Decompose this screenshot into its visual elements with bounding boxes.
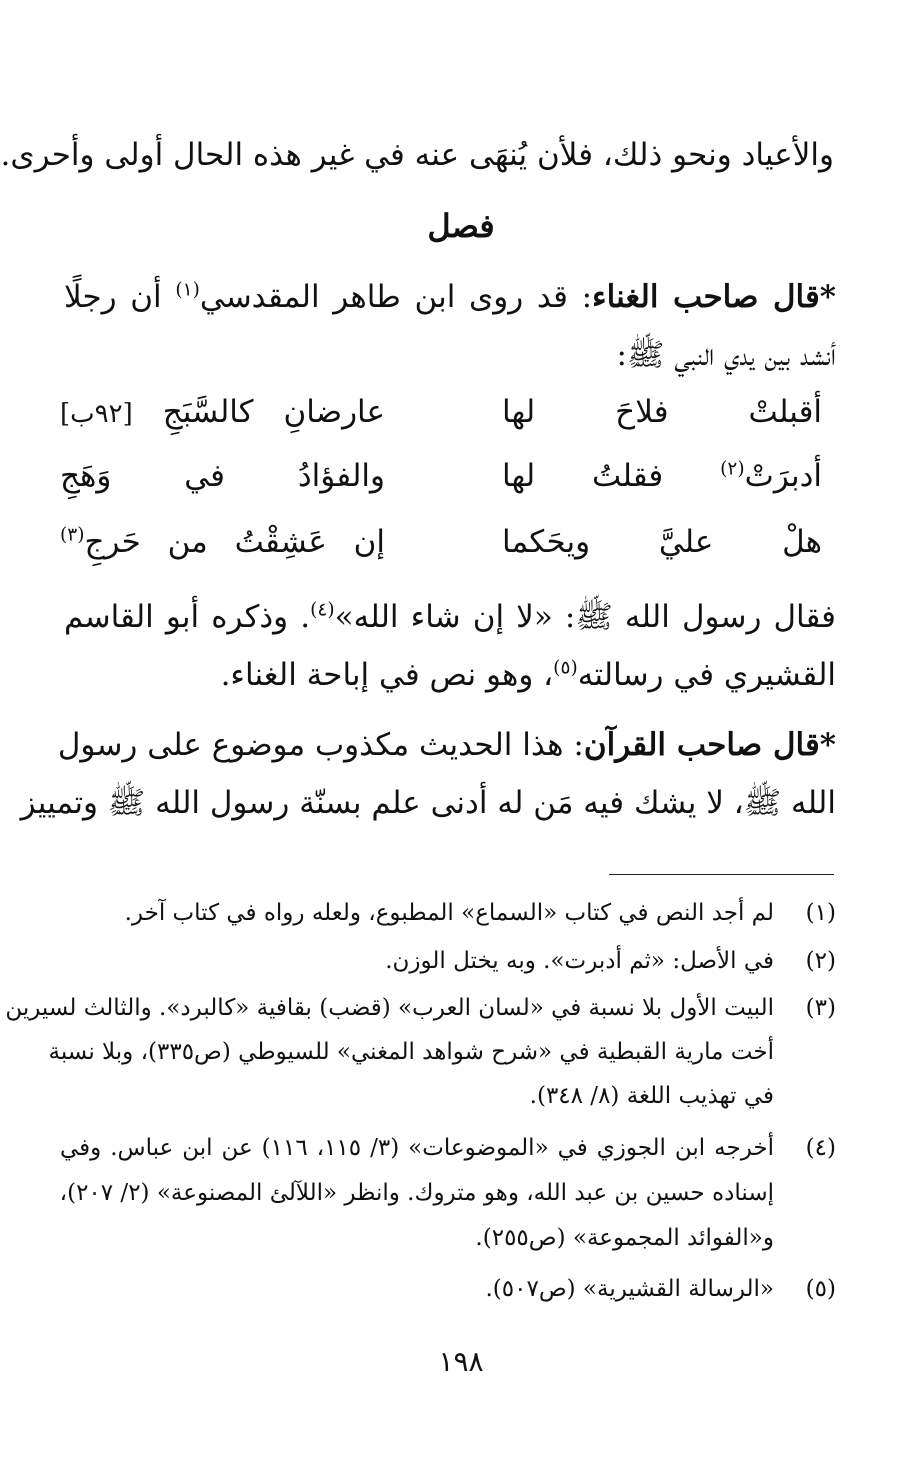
footnote-text: في تهذيب اللغة (٨/ ٣٤٨). — [529, 1083, 774, 1109]
footnote-number: (١) — [805, 900, 836, 926]
body-text: القشيري في رسالته — [577, 657, 836, 693]
footnote-text: إسناده حسين بن عبد الله، وهو متروك. وانظر «اللآلئ المصنوعة» (٢/ ٢٠٧)، — [59, 1180, 774, 1206]
footnote-4 — [60, 1135, 836, 1265]
footnote-1 — [60, 900, 836, 936]
body-text: أن رجلًا — [64, 279, 176, 315]
body-line-para2-2 — [64, 656, 836, 695]
body-line-para3-1 — [57, 726, 836, 765]
footnote-5 — [60, 1276, 836, 1312]
verse-text: إن عَشِقْتُ من حَرجِ — [84, 524, 385, 560]
body-line-3 — [64, 278, 836, 317]
body-text: فقال رسول الله ﷺ: «لا إن شاء الله» — [334, 599, 836, 635]
footnote-text: «الرسالة القشيرية» (ص٥٠٧). — [485, 1276, 774, 1302]
verse-second-hemistich: والفؤادُ في وَهَجِ — [60, 458, 385, 494]
footnote-ref: (٤) — [310, 599, 335, 621]
verse-text: عارضانِ كالسَّبَجِ — [162, 394, 385, 430]
footnote-ref: (٥) — [553, 657, 578, 679]
footnote-text: لم أجد النص في كتاب «السماع» المطبوع، ولعله رواه في كتاب آخر. — [124, 900, 774, 926]
footnote-ref: (٢) — [720, 458, 745, 480]
verse-first-hemistich: هلْ عليَّ ويحَكما — [502, 524, 822, 560]
body-text: : قد روى ابن طاهر المقدسي — [199, 279, 593, 315]
footnote-ref: (١) — [175, 279, 200, 301]
page-number: ١٩٨ — [438, 1345, 484, 1378]
verse-second-hemistich — [60, 394, 385, 430]
footnote-number: (٢) — [805, 948, 836, 974]
footnote-number: (٣) — [805, 995, 836, 1021]
verse-first-hemistich: أقبلتْ فلاحَ لها — [502, 394, 822, 430]
verse-first-hemistich — [502, 458, 822, 494]
body-text: : هذا الحديث مكذوب موضوع على رسول — [57, 727, 584, 763]
body-text: . وذكره أبو القاسم — [64, 599, 311, 635]
verse-second-hemistich — [60, 524, 385, 560]
verse-2 — [60, 458, 822, 506]
body-line-1: والأعياد ونحو ذلك، فلأن يُنهَى عنه في غير هذه الحال أولى وأحرى. — [0, 137, 834, 173]
footnote-3 — [5, 995, 836, 1125]
footnote-number: (٤) — [805, 1135, 836, 1161]
body-line-para3-2: الله ﷺ، لا يشك فيه مَن له أدنى علم بسنّة رسول الله ﷺ وتمييز — [20, 785, 836, 821]
footnote-number: (٥) — [805, 1276, 836, 1302]
star-marker: * — [819, 279, 837, 315]
body-text: ، وهو نص في إباحة الغناء. — [220, 657, 554, 693]
footnote-text: البيت الأول بلا نسبة في «لسان العرب» (قضب) بقافية «كالبرد». والثالث لسيرين — [5, 995, 774, 1021]
section-heading: فصل — [427, 207, 495, 245]
footnote-text: في الأصل: «ثم أدبرت». وبه يختل الوزن. — [385, 948, 774, 974]
footnote-ref: (٣) — [60, 524, 85, 546]
footnote-text: أخت مارية القبطية في «شرح شواهد المغني» للسيوطي (ص٣٣٥)، وبلا نسبة — [48, 1039, 774, 1065]
footnote-separator — [609, 874, 834, 875]
footnote-text: و«الفوائد المجموعة» (ص٢٥٥). — [475, 1225, 774, 1251]
body-line-para2-1 — [64, 598, 836, 637]
footnote-text: أخرجه ابن الجوزي في «الموضوعات» (٣/ ١١٥، ١١٦) عن ابن عباس. وفي — [60, 1135, 774, 1161]
verse-text: أدبرَتْ — [744, 458, 822, 494]
verse-1 — [60, 394, 822, 442]
body-line-4: أنشد بين يدي النبي ﷺ: — [616, 337, 836, 373]
verse-3 — [60, 524, 822, 572]
speaker-label: قال صاحب الغناء — [592, 279, 820, 315]
star-marker: * — [819, 727, 836, 763]
folio-marker: [٩٢ب] — [60, 399, 133, 429]
speaker-label: قال صاحب القرآن — [583, 727, 820, 763]
footnote-2 — [60, 948, 836, 984]
verse-text: فقلتُ لها — [502, 458, 721, 494]
